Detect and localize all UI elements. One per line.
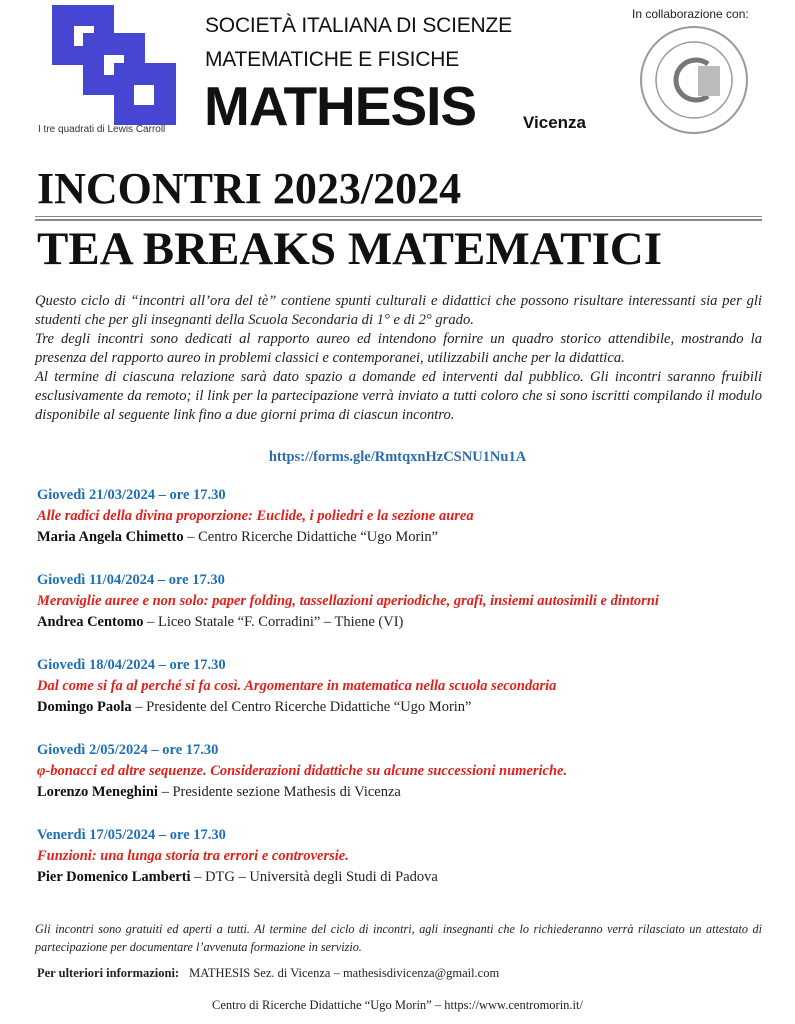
logo-caption: I tre quadrati di Lewis Carroll <box>38 124 166 135</box>
event-item <box>37 655 777 718</box>
org-title: MATHESIS <box>204 75 477 137</box>
event-date: Giovedì 21/03/2024 – ore 17.30 <box>37 487 226 503</box>
event-speaker: Domingo Paola <box>37 699 132 715</box>
event-speaker-line <box>37 867 777 888</box>
event-affiliation: – Presidente sezione Mathesis di Vicenza <box>157 784 401 800</box>
event-speaker-line <box>37 782 777 803</box>
event-date: Giovedì 11/04/2024 – ore 17.30 <box>37 572 225 588</box>
contact-label: Per ulteriori informazioni: <box>37 966 180 980</box>
event-date: Giovedì 18/04/2024 – ore 17.30 <box>37 657 226 673</box>
event-affiliation: – Centro Ricerche Didattiche “Ugo Morin” <box>183 529 439 545</box>
event-item <box>37 740 777 803</box>
intro-paragraph: Al termine di ciascuna relazione sarà dato spazio a domande ed interventi dal pubblico. Gli incontri saranno fruibili esclusivamente da remoto; il link per la partecipazione verrà inviato a tutti coloro che si sono iscritti compilando il modulo disponibile al seguente link fino a due giorni prima di ciascun incontro. <box>35 369 762 423</box>
page-title: INCONTRI 2023/2024 <box>37 164 462 213</box>
event-affiliation: – Liceo Statale “F. Corradini” – Thiene (VI) <box>143 614 404 630</box>
mathesis-logo <box>52 5 177 125</box>
event-date: Giovedì 2/05/2024 – ore 17.30 <box>37 742 219 758</box>
event-item <box>37 485 777 548</box>
event-title: Meraviglie auree e non solo: paper folding, tassellazioni aperiodiche, grafi, insiemi autosimili e dintorni <box>37 593 659 609</box>
org-name-line2: MATEMATICHE E FISICHE <box>205 48 460 71</box>
title-divider <box>35 216 762 221</box>
event-item <box>37 570 777 633</box>
centro-morin-website: Centro di Ricerche Didattiche “Ugo Morin” – https://www.centromorin.it/ <box>212 998 583 1012</box>
collab-label: In collaborazione con: <box>632 7 749 21</box>
intro-paragraph: Questo ciclo di “incontri all’ora del tè” contiene spunti culturali e didattici che possono risultare interessanti sia per gli studenti che per gli insegnanti della Scuola Secondaria di 1° e di 2° grado. <box>35 293 762 328</box>
event-speaker: Lorenzo Meneghini <box>37 784 158 800</box>
event-speaker-line <box>37 697 777 718</box>
org-name-line1: SOCIETÀ ITALIANA DI SCIENZE <box>205 14 512 37</box>
event-speaker: Maria Angela Chimetto <box>37 529 184 545</box>
event-speaker-line <box>37 612 777 633</box>
registration-link[interactable]: https://forms.gle/RmtqxnHzCSNU1Nu1A <box>268 449 527 465</box>
event-title: φ-bonacci ed altre sequenze. Considerazioni didattiche su alcune successioni numeriche. <box>37 763 568 779</box>
event-title: Dal come si fa al perché si fa così. Argomentare in matematica nella scuola secondaria <box>37 678 557 694</box>
event-item <box>37 825 777 888</box>
event-speaker: Pier Domenico Lamberti <box>37 869 191 885</box>
intro-text <box>35 292 762 425</box>
event-title: Alle radici della divina proporzione: Euclide, i poliedri e la sezione aurea <box>37 508 474 524</box>
page-subtitle: TEA BREAKS MATEMATICI <box>37 223 663 275</box>
contact-text: MATHESIS Sez. di Vicenza – mathesisdivicenza@gmail.com <box>189 966 500 980</box>
event-speaker-line <box>37 527 777 548</box>
footer-note: Gli incontri sono gratuiti ed aperti a tutti. Al termine del ciclo di incontri, agli insegnanti che lo richiederanno verrà rilasciato un attestato di partecipazione per documentare l’avvenuta formazione in servizio. <box>35 922 762 954</box>
event-title: Funzioni: una lunga storia tra errori e controversie. <box>37 848 349 864</box>
centro-morin-seal <box>638 24 750 136</box>
event-affiliation: – Presidente del Centro Ricerche Didattiche “Ugo Morin” <box>131 699 472 715</box>
contact-info <box>37 966 499 981</box>
intro-paragraph: Tre degli incontri sono dedicati al rapporto aureo ed intendono fornire un quadro storico attendibile, mostrando la presenza del rapporto aureo in problemi classici e contemporanei, utilizzabili anche per la didattica. <box>35 331 762 366</box>
org-city: Vicenza <box>523 113 587 132</box>
event-date: Venerdì 17/05/2024 – ore 17.30 <box>37 827 226 843</box>
event-affiliation: – DTG – Università degli Studi di Padova <box>190 869 438 885</box>
event-speaker: Andrea Centomo <box>37 614 144 630</box>
